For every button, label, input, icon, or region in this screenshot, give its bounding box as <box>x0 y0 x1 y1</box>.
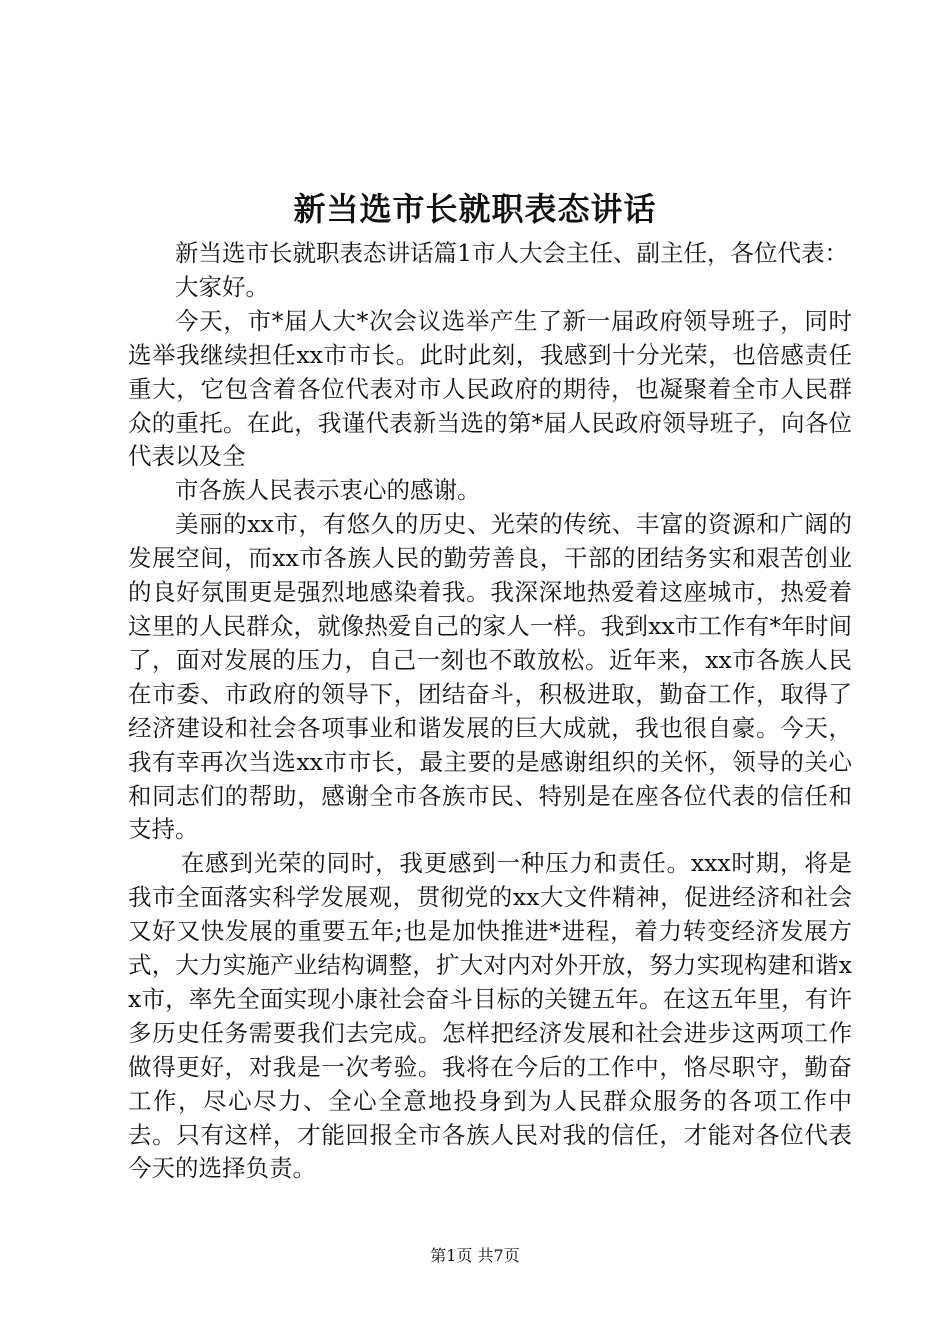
paragraph-city: 美丽的xx市，有悠久的历史、光荣的传统、丰富的资源和广阔的发展空间，而xx市各族人民的勤劳善良，干部的团结务实和艰苦创业的良好氛围更是强烈地感染着我。我深深地热爱着这座城市，热爱着这里的人民群众，就像热爱自己的家人一样。我到xx市工作有*年时间了，面对发展的压力，自己一刻也不敢放松。近年来，xx市各族人民在市委、市政府的领导下，团结奋斗，积极进取，勤奋工作，取得了经济建设和社会各项事业和谐发展的巨大成就，我也很自豪。今天，我有幸再次当选xx市市长，最主要的是感谢组织的关怀，领导的关心和同志们的帮助，感谢全市各族市民、特别是在座各位代表的信任和支持。 <box>128 510 852 844</box>
paragraph-salutation: 新当选市长就职表态讲话篇1市人大会主任、副主任，各位代表： <box>175 239 848 267</box>
document-title: 新当选市长就职表态讲话 <box>293 190 657 228</box>
page-footer: 第1页 共7页 <box>430 1246 520 1265</box>
paragraph-responsibility: 在感到光荣的同时，我更感到一种压力和责任。xxx时期，将是我市全面落实科学发展观，贯彻党的xx大文件精神，促进经济和社会又好又快发展的重要五年;也是加快推进*进程，着力转变经济发展方式，大力实施产业结构调整，扩大对内对外开放，努力实现构建和谐xx市，率先全面实现小康社会奋斗目标的关键五年。在这五年里，有许多历史任务需要我们去完成。怎样把经济发展和社会进步这两项工作做得更好，对我是一次考验。我将在今后的工作中，恪尽职守，勤奋工作，尽心尽力、全心全意地投身到为人民群众服务的各项工作中去。只有这样，才能回报全市各族人民对我的信任，才能对各位代表今天的选择负责。 <box>128 849 852 1183</box>
paragraph-thanks: 市各族人民表示衷心的感谢。 <box>175 476 481 505</box>
document-body <box>128 237 852 1186</box>
paragraph-greeting: 大家好。 <box>175 272 269 301</box>
paragraph-election: 今天，市*届人大*次会议选举产生了新一届政府领导班子，同时选举我继续担任xx市市长。此时此刻，我感到十分光荣，也倍感责任重大，它包含着各位代表对市人民政府的期待，也凝聚着全市人民群众的重托。在此，我谨代表新当选的第*届人民政府领导班子，向各位代表以及全 <box>128 306 852 471</box>
